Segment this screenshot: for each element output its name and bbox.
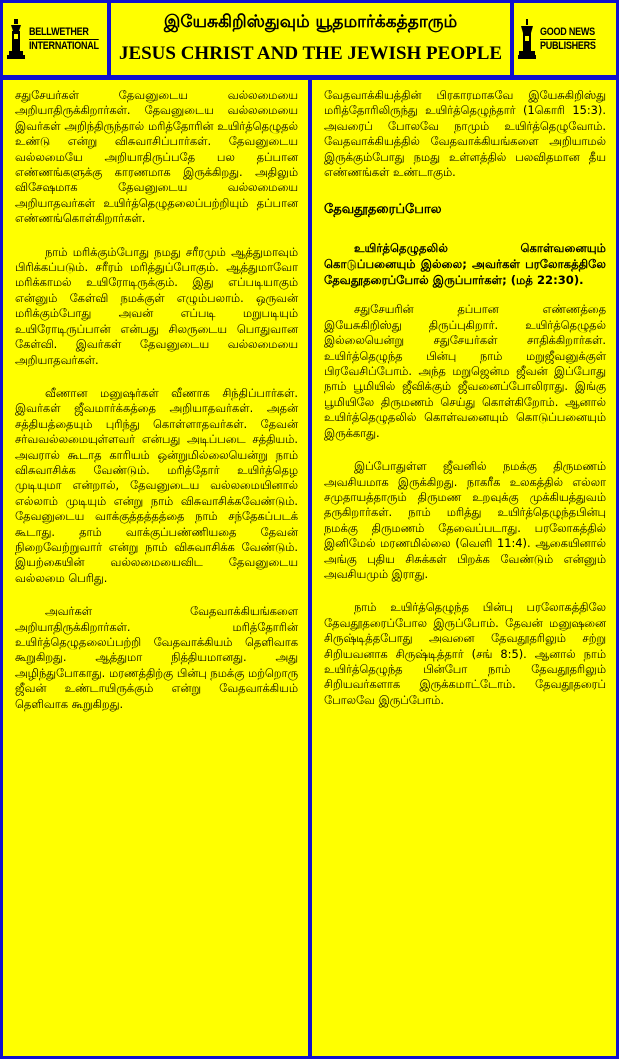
- paragraph: நாம் மரிக்கும்போது நமது சரீரமும் ஆத்துமாவும் பிரிக்கப்படும். சரீரம் மரித்துப்போகும். ஆத்துமாவோ மரிக்காமல் உயிரோடிருக்கும். இது எப்படியாகும் என்னும் கேள்வி நமக்குள் எழும்பலாம். ஒருவன் மரிக்கும்போது அவன் எப்படி மறுபடியும் உயிரோடிருப்பான் என்பது சிலருடைய பொதுவான கேள்வி. இவர்கள் தேவனுடைய வல்லமையை அறியாதவர்கள்.: [15, 244, 298, 367]
- title-tamil: இயேசுகிறிஸ்துவும் யூதமார்க்கத்தாரும்: [163, 12, 458, 32]
- header-left-logo-panel: [3, 3, 107, 75]
- paragraph: வீணான மனுஷர்கள் வீணாக சிந்திப்பார்கள். இவர்கள் ஜீவமார்க்கத்தை அறியாதவர்கள். அதன் சத்தியத்தையும் புரிந்து கொள்ளாதவர்கள். தேவன் சர்வவல்லமையுள்ளவர் என்பது அடிப்படை சத்தியம். அவரால் கூடாத காரியம் ஒன்றுமில்லையென்று நாம் விசுவாசிக்க வேண்டும். மரித்தோர் உயிர்த்தெழ முடியுமா என்றால், தேவனுடைய வல்லமையினால் எல்லாம் முடியும் என்று நாம் விசுவாசிக்கவேண்டும். தேவனுடைய வாக்குத்தத்தத்தை நாம் சந்தேகப்படக் கூடாது. தாம் வாக்குப்பண்ணியதை தேவன் நிறைவேற்றுவார் என்று நாம் விசுவாசிக்க வேண்டும். இயற்கையின் வல்லமையைவிட தேவனுடைய வல்லமை பெரிது.: [15, 385, 298, 585]
- scripture-verse: உயிர்த்தெழுதலில் கொள்வனையும் கொடுப்பனையும் இல்லை; அவர்கள் பரலோகத்திலே தேவதூதரைப்போல் இருப்பார்கள்; (மத் 22:30).: [324, 241, 606, 288]
- section-heading: தேவதூதரைப்போல: [324, 202, 442, 218]
- tower-icon: [518, 19, 536, 59]
- bell-tower-icon: [7, 19, 25, 59]
- paragraph: இப்போதுள்ள ஜீவனில் நமக்கு திருமணம் அவசியமாக இருக்கிறது. நாகரீக உலகத்தில் எல்லா சமுதாயத்தாரும் திருமண உறவுக்கு முக்கியத்துவம் தருகிறார்கள். நாம் மரித்து உயிர்த்தெழுந்தபின்பு நமக்கு திருமணம் தேவைப்படாது. பரலோகத்தில் இனிமேல் மரணமில்லை (வெளி 11:4). ஆகையினால் அங்கு புதிய சிசுக்கள் பிறக்க வேண்டும் என்னும் அவசியமும் இராது.: [324, 459, 606, 581]
- logo-line-1: GOOD NEWS: [540, 25, 595, 38]
- paragraph: வேதவாக்கியத்தின் பிரகாரமாகவே இயேசுகிறிஸ்து மரித்தோரிலிருந்து உயிர்த்தெழுந்தார் (1கொரி 15:3). அவரைப் போலவே நாமும் உயிர்த்தெழுவோம். வேதவாக்கியத்தில் வேதவாக்கியங்களை அறியாமல் இருக்கும்போது நமது உள்ளத்தில் பலவிதமான தீய எண்ணங்கள் உண்டாகும்.: [324, 88, 606, 180]
- left-column: [3, 80, 308, 1056]
- header-right-logo-panel: [514, 3, 616, 75]
- right-column: [312, 80, 616, 1056]
- paragraph: அவர்கள் வேதவாக்கியங்களை அறியாதிருக்கிறார்கள். மரித்தோரின் உயிர்த்தெழுதலைப்பற்றி வேதவாக்கியம் தெளிவாக கூறுகிறது. ஆத்துமா நித்தியமானது. அது அழிந்துபோகாது. மரணத்திற்கு பின்பு நமக்கு மற்றொரு ஜீவன் உண்டாயிருக்கும் என்று வேதவாக்கியம் தெளிவாக கூறுகிறது.: [15, 604, 298, 711]
- paragraph: சதுசேயர்கள் தேவனுடைய வல்லமையை அறியாதிருக்கிறார்கள். தேவனுடைய வல்லமையை இவர்கள் அறிந்திருந்தால் மரித்தோரின் உயிர்த்தெழுதல் உண்டு என்று விசுவாசிப்பார்கள். தேவனுடைய வல்லமையே அறியாதிருப்பதே பல தப்பான எண்ணங்களுக்கு காரணமாக இருக்கிறது. அதிலும் விசேஷமாக தேவனுடைய வல்லமையை அறியாதவர்கள் உயிர்த்தெழுதலைப்பற்றியும் தப்பான எண்ணங்கொள்கிறார்கள்.: [15, 88, 298, 226]
- logo-line-2: INTERNATIONAL: [29, 39, 99, 52]
- good-news-logo: [514, 3, 616, 75]
- header-title-panel: [111, 3, 510, 75]
- logo-line-1: BELLWETHER: [29, 26, 99, 40]
- bellwether-logo: [3, 3, 107, 75]
- paragraph: சதுசேயரின் தப்பான எண்ணத்தை இயேசுகிறிஸ்து திருப்புகிறார். உயிர்த்தெழுதல் இல்லையென்று சதுசேயர்கள் சாதிக்கிறார்கள். உயிர்த்தெழுந்த பின்பு நாம் மறுஜீவனுக்குள் பிரவேசிப்போம். அந்த மறுஜென்ம ஜீவன் இப்போது நாம் பூமியில் ஜீவிக்கும் ஜீவனைப்போலிராது. இங்கு பூமியிலே திருமணம் செய்து கொள்கிறோம். ஆனால் உயிர்த்தெழுதலில் கொள்வனையும் கொடுப்பனையும் இருக்காது.: [324, 302, 606, 440]
- title-english: JESUS CHRIST AND THE JEWISH PEOPLE: [118, 43, 503, 64]
- paragraph: நாம் உயிர்த்தெழுந்த பின்பு பரலோகத்திலே தேவதூதரைப்போல இருப்போம். தேவன் மனுஷனை சிருஷ்டித்தபோது அவனை தேவதூதரிலும் சற்று சிறியவனாக சிருஷ்டித்தார் (சங் 8:5). ஆனால் நாம் உயிர்த்தெழுந்த பின்போ நாம் தேவதூதரிலும் சிறியவர்களாக இருக்கமாட்டோம். தேவதூதரைப் போலவே இருப்போம்.: [324, 600, 606, 707]
- logo-line-2: PUBLISHERS: [540, 39, 596, 52]
